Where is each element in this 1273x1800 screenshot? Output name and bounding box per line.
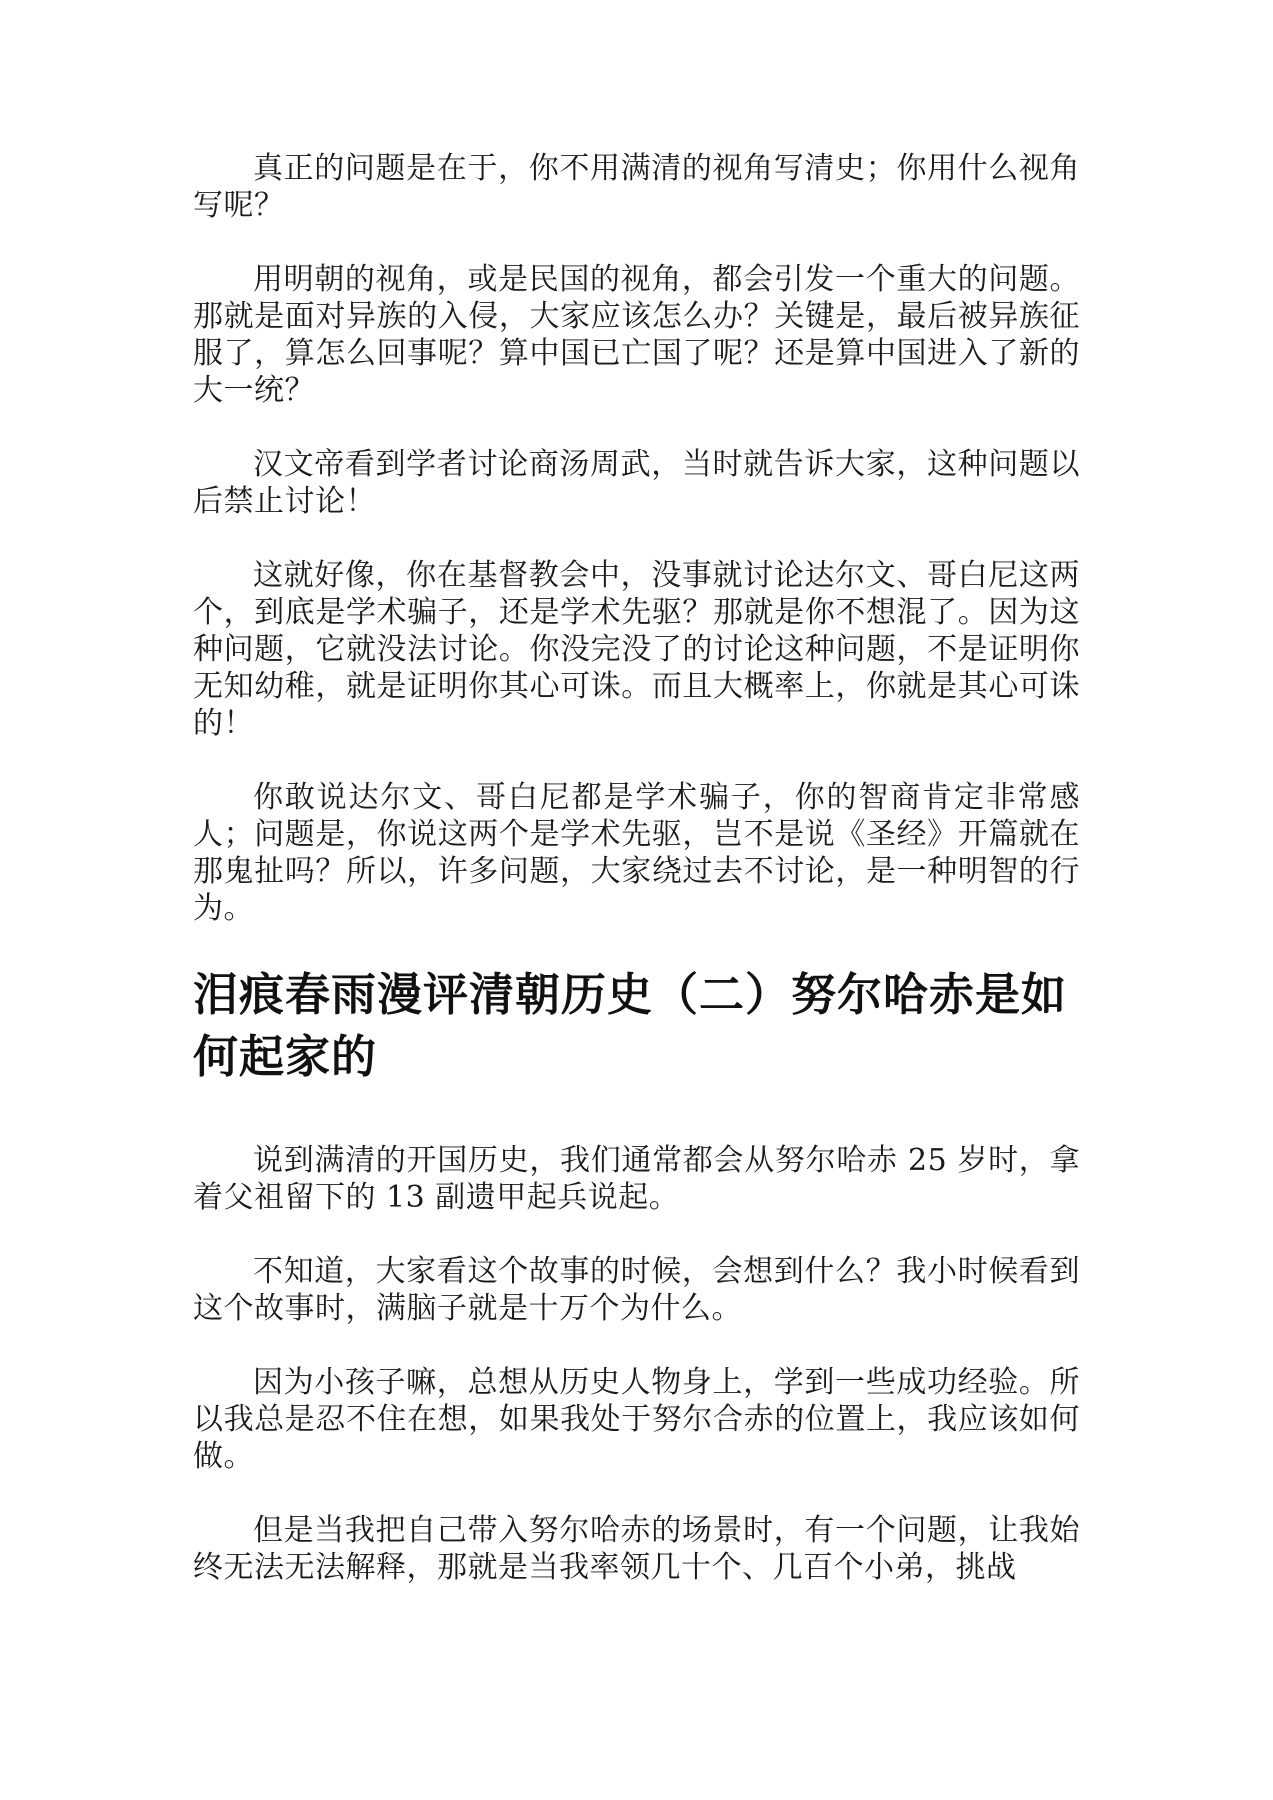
section-heading: 泪痕春雨漫评清朝历史（二）努尔哈赤是如何起家的	[193, 968, 1068, 1083]
paragraph: 因为小孩子嘛，总想从历史人物身上，学到一些成功经验。所以我总是忍不住在想，如果我处于努尔合赤的位置上，我应该如何做。	[193, 1365, 1080, 1474]
paragraph: 不知道，大家看这个故事的时候，会想到什么？我小时候看到这个故事时，满脑子就是十万个为什么。	[193, 1254, 1080, 1326]
document-body	[193, 150, 1080, 1623]
paragraph: 你敢说达尔文、哥白尼都是学术骗子，你的智商肯定非常感人；问题是，你说这两个是学术先驱，岂不是说《圣经》开篇就在那鬼扯吗？所以，许多问题，大家绕过去不讨论，是一种明智的行为。	[193, 780, 1080, 926]
paragraph: 汉文帝看到学者讨论商汤周武，当时就告诉大家，这种问题以后禁止讨论！	[193, 447, 1080, 519]
paragraph: 真正的问题是在于，你不用满清的视角写清史；你用什么视角写呢？	[193, 151, 1080, 223]
paragraph: 用明朝的视角，或是民国的视角，都会引发一个重大的问题。那就是面对异族的入侵，大家应该怎么办？关键是，最后被异族征服了，算怎么回事呢？算中国已亡国了呢？还是算中国进入了新的大一统？	[193, 262, 1080, 408]
paragraph: 说到满清的开国历史，我们通常都会从努尔哈赤 25 岁时，拿着父祖留下的 13 副遗甲起兵说起。	[193, 1143, 1080, 1215]
paragraph: 这就好像，你在基督教会中，没事就讨论达尔文、哥白尼这两个，到底是学术骗子，还是学术先驱？那就是你不想混了。因为这种问题，它就没法讨论。你没完没了的讨论这种问题，不是证明你无知幼稚，就是证明你其心可诛。而且大概率上，你就是其心可诛的！	[193, 558, 1080, 741]
paragraph: 但是当我把自己带入努尔哈赤的场景时，有一个问题，让我始终无法无法解释，那就是当我率领几十个、几百个小弟，挑战	[193, 1513, 1080, 1585]
